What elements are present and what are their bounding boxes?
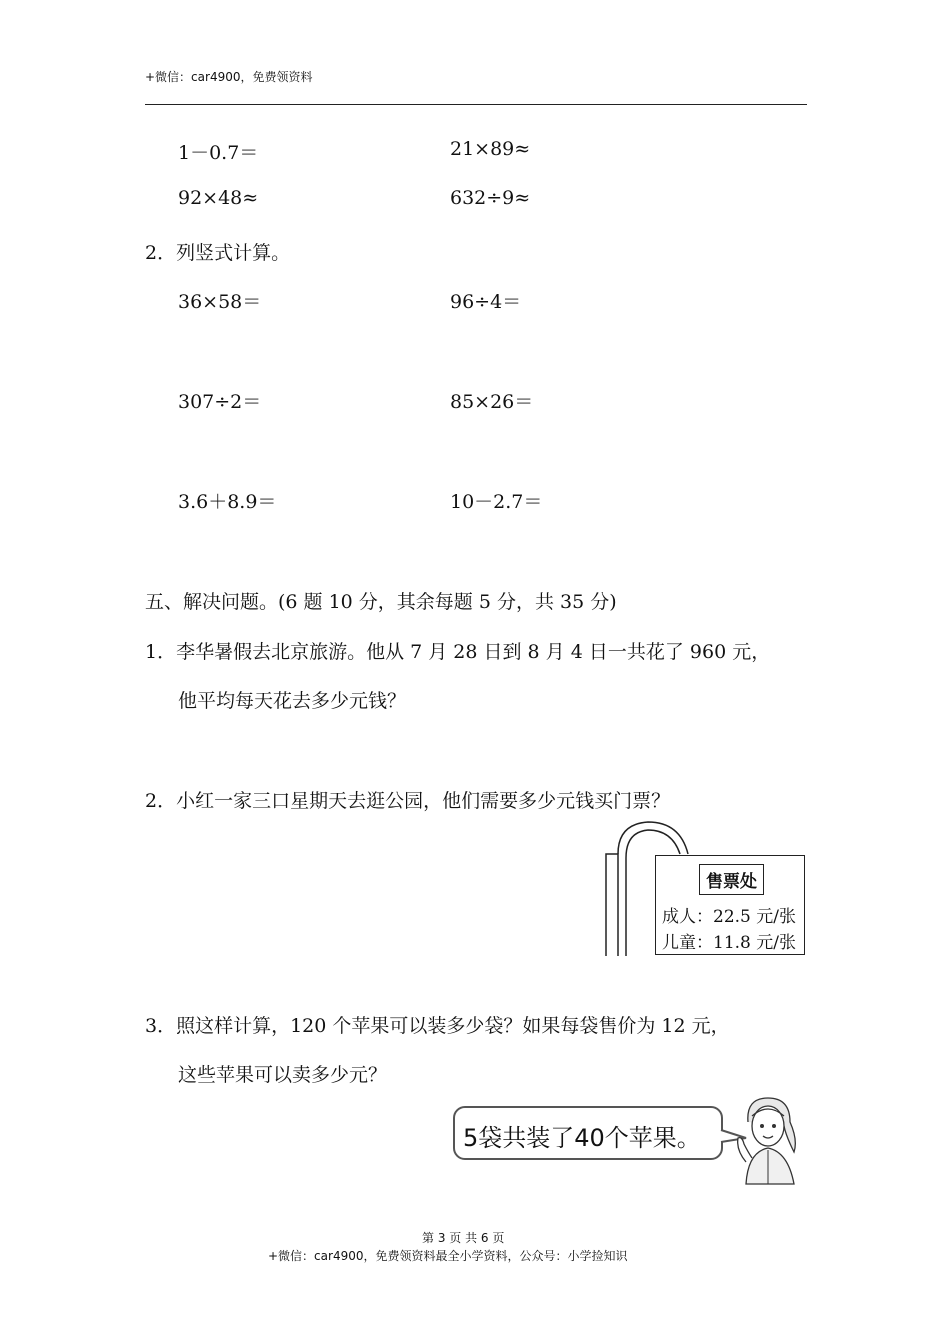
problem-1-line-2: 他平均每天花去多少元钱？ (178, 690, 407, 712)
page-number: 第 3 页 共 6 页 (422, 1231, 505, 1245)
girl-icon (728, 1092, 806, 1186)
estimate-item: 21×89≈ (450, 138, 531, 160)
problem-3-line-2: 这些苹果可以卖多少元？ (178, 1064, 388, 1086)
header-text: +微信：car4900，免费领资料 (145, 70, 313, 84)
problem-1-line-1: 1．李华暑假去北京旅游。他从 7 月 28 日到 8 月 4 日一共花了 960 元， (145, 641, 771, 663)
calc-item: 3.6＋8.9＝ (178, 491, 277, 513)
calc-item: 36×58＝ (178, 291, 262, 313)
ticket-office-title: 售票处 (699, 864, 764, 895)
estimate-item: 1－0.7＝ (178, 142, 259, 164)
calc-item: 85×26＝ (450, 391, 534, 413)
estimate-item: 92×48≈ (178, 187, 259, 209)
adult-price: 成人：22.5 元/张 (662, 907, 796, 927)
problem-2-line-1: 2．小红一家三口星期天去逛公园，他们需要多少元钱买门票？ (145, 790, 671, 812)
footer-text: +微信：car4900，免费领资料最全小学资料，公众号：小学捡知识 (268, 1249, 628, 1263)
problem-3-line-1: 3．照这样计算，120 个苹果可以装多少袋？如果每袋售价为 12 元， (145, 1015, 730, 1037)
speech-bubble-text: 5袋共装了40个苹果。 (463, 1124, 701, 1152)
calc-item: 96÷4＝ (450, 291, 522, 313)
section-heading: 五、解决问题。(6 题 10 分，其余每题 5 分，共 35 分) (145, 591, 617, 613)
ticket-office-sign (655, 855, 805, 955)
calc-item: 307÷2＝ (178, 391, 262, 413)
question-title: 2．列竖式计算。 (145, 242, 291, 264)
header-divider (145, 104, 807, 105)
calc-item: 10－2.7＝ (450, 491, 543, 513)
speech-bubble (453, 1106, 723, 1160)
child-price: 儿童：11.8 元/张 (662, 933, 796, 953)
estimate-item: 632÷9≈ (450, 187, 531, 209)
